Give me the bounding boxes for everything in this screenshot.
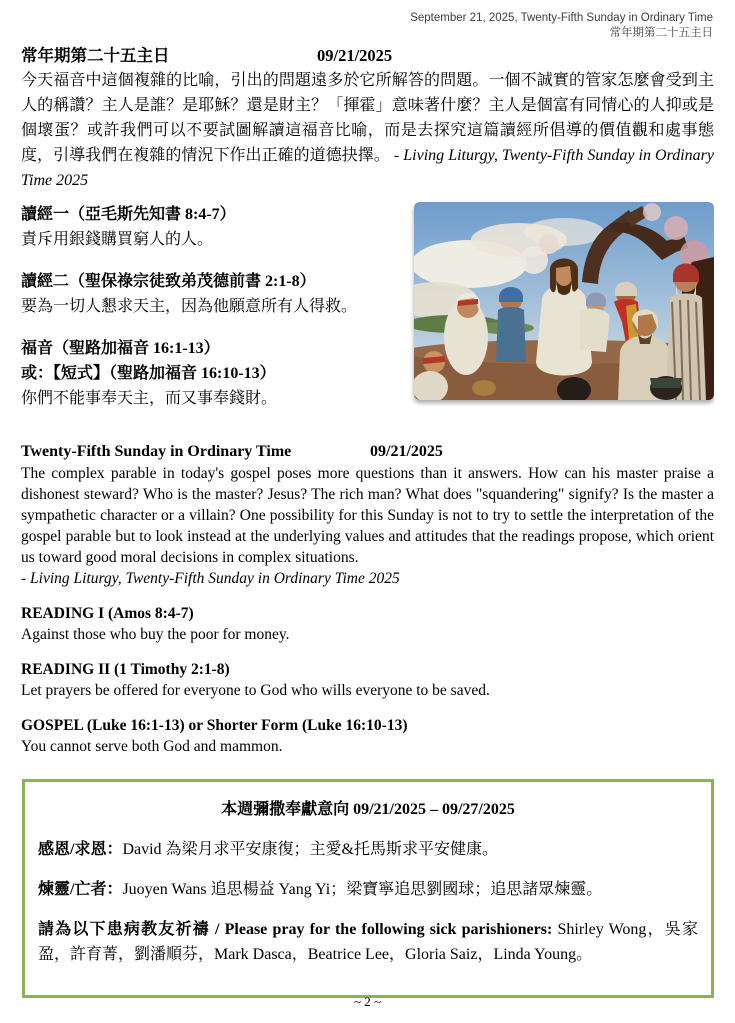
page-header xyxy=(0,0,735,41)
intention-sick-label: 請為以下患病教友祈禱 / Please pray for the following sick parishioners: xyxy=(38,921,558,938)
mass-intentions-title: 本週彌撒奉獻意向 09/21/2025 – 09/27/2025 xyxy=(221,801,515,818)
jesus-teaching-image xyxy=(414,202,714,400)
intention-sick-parishioners xyxy=(38,917,698,967)
chinese-gospel-title: 福音（聖路加福音 16:1-13） xyxy=(21,340,220,357)
chinese-reading-1-summary: 責斥用銀錢購買窮人的人。 xyxy=(21,231,214,248)
intention-deceased-text: Juoyen Wans 追思楊益 Yang Yi；梁寶寧追思劉國球；追思諸眾煉靈。 xyxy=(122,881,603,898)
intention-deceased-label: 煉靈/亡者： xyxy=(38,881,123,898)
intention-sick-text: Shirley Wong，吳家盈，許育菁，劉潘順芬，Mark Dasca，Beatrice Lee，Gloria Saiz，Linda Young。 xyxy=(38,921,698,963)
english-section-title: Twenty-Fifth Sunday in Ordinary Time xyxy=(21,443,292,460)
chinese-reading-2-summary: 要為一切人懇求天主，因為他願意所有人得救。 xyxy=(21,298,358,315)
header-date-line-zh: 常年期第二十五主日 xyxy=(609,27,713,39)
chinese-intro-attribution: - Living Liturgy, Twenty-Fifth Sunday in Ordinary Time 2025 xyxy=(21,147,714,189)
intention-thanksgiving-label: 感恩/求恩： xyxy=(38,841,123,858)
chinese-intro-text: 今天福音中這個複雜的比喻，引出的問題遠多於它所解答的問題。一個不誠實的管家怎麼會受到主人的稱讚？主人是誰？是耶穌？還是財主？「揮霍」意味著什麼？主人是個富有同情心的人抑或是個壞蛋？或許我們可以不要試圖解讀這福音比喻，而是去探究這篇讀經所倡導的價值觀和處事態度，引導我們在複雜的情況下作出正確的道德抉擇。 xyxy=(21,72,714,164)
chinese-gospel-summary: 你們不能事奉天主，而又事奉錢財。 xyxy=(21,390,278,407)
chinese-readings-zone xyxy=(21,202,714,428)
chinese-section-title: 常年期第二十五主日 xyxy=(21,46,170,65)
english-reading-1-title: READING I (Amos 8:4-7) xyxy=(21,605,194,622)
english-gospel-title: GOSPEL (Luke 16:1-13) or Shorter Form (Luke 16:10-13) xyxy=(21,717,408,734)
page-number: ~ 2 ~ xyxy=(353,994,382,1009)
english-reading-2-summary: Let prayers be offered for everyone to God who wills everyone to be saved. xyxy=(21,681,490,699)
header-date-line-en: September 21, 2025, Twenty-Fifth Sunday in Ordinary Time xyxy=(410,12,713,24)
english-gospel-summary: You cannot serve both God and mammon. xyxy=(21,737,283,755)
chinese-section-date: 09/21/2025 xyxy=(317,46,393,65)
intention-thanksgiving xyxy=(38,837,698,862)
mass-intentions-box xyxy=(22,779,714,998)
chinese-reading-1-title: 讀經一（亞毛斯先知書 8:4-7） xyxy=(21,206,236,223)
intention-deceased xyxy=(38,877,698,902)
chinese-section-heading xyxy=(21,44,714,68)
english-reading-gospel xyxy=(21,716,714,757)
chinese-reading-2-title: 讀經二（聖保祿宗徒致弟茂德前書 2:1-8） xyxy=(21,273,316,290)
intention-thanksgiving-text: David 為梁月求平安康復；主愛&托馬斯求平安健康。 xyxy=(122,841,499,858)
english-section-heading xyxy=(21,441,714,463)
english-reading-2-title: READING II (1 Timothy 2:1-8) xyxy=(21,661,230,678)
chinese-intro-paragraph xyxy=(21,68,714,193)
english-reading-2 xyxy=(21,660,714,701)
english-reading-1 xyxy=(21,604,714,645)
page-content xyxy=(0,44,735,998)
english-intro-paragraph: The complex parable in today's gospel poses more questions than it answers. How can his master praise a dishonest steward? Who is the master? Jesus? The rich man? What does "squandering" signify? Is the master a sympathetic character or a villain? One possibility for this Sunday is not to try to settle the interpretation of the gospel parable but to look instead at the underlying values and attitudes that the readings propose, which orient us toward good moral decisions in complex situations. xyxy=(21,465,714,566)
english-intro-attribution: - Living Liturgy, Twenty-Fifth Sunday in Ordinary Time 2025 xyxy=(21,570,400,587)
jesus-teaching-illustration xyxy=(414,202,714,400)
chinese-gospel-short-form-title: 或：【短式】（聖路加福音 16:10-13） xyxy=(21,365,276,382)
english-section-date: 09/21/2025 xyxy=(370,443,443,460)
english-reading-1-summary: Against those who buy the poor for money. xyxy=(21,625,290,643)
